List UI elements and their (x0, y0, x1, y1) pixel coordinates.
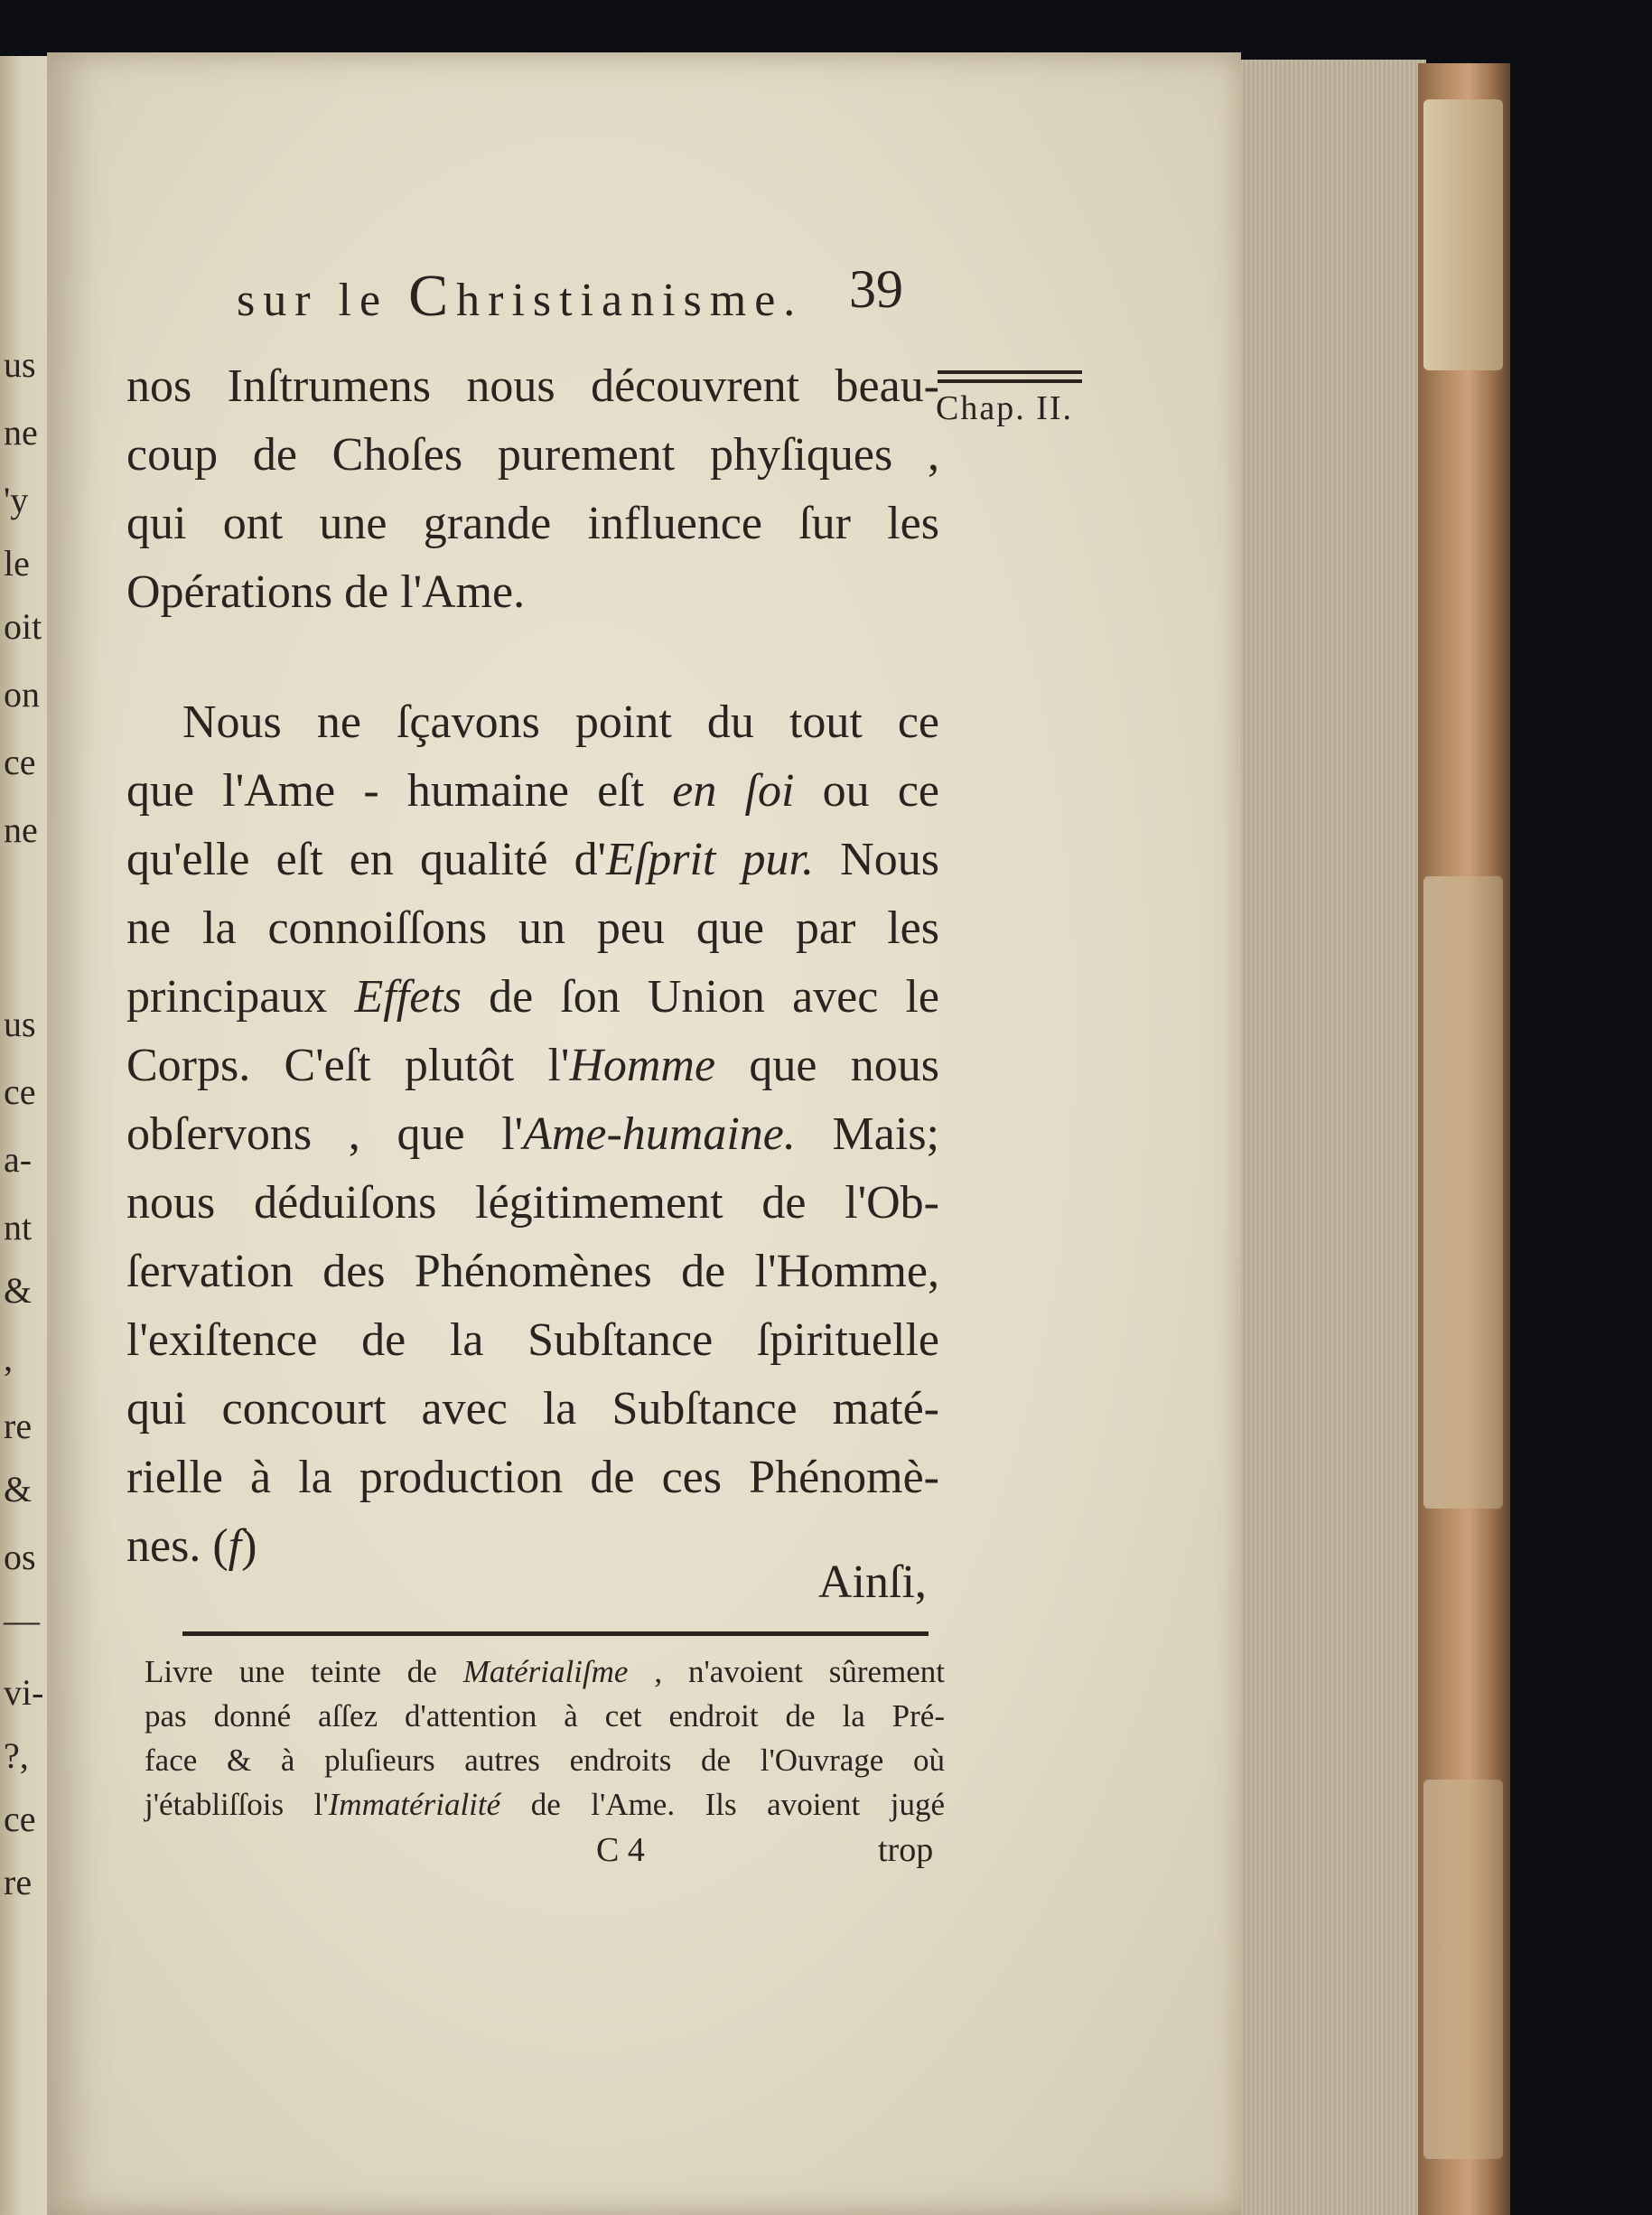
margin-fragment: re (4, 1406, 33, 1446)
book-cover (1418, 63, 1510, 2215)
text-line: coup de Choſes purement phyſiques , (126, 429, 939, 481)
text-line: nous déduiſons légitimement de l'Ob- (126, 1177, 939, 1229)
margin-fragment: oit (4, 606, 42, 647)
cover-worn-patch (1423, 1780, 1503, 2159)
margin-fragment: — (4, 1600, 40, 1640)
text-line: ne la connoiſſons un peu que par les (126, 902, 939, 954)
margin-rule (938, 379, 1082, 383)
margin-fragment: le (4, 543, 30, 584)
margin-fragment: on (4, 674, 40, 715)
page-edges (1241, 60, 1426, 2215)
footnote-line: j'établiſſois l'Immatérialité de l'Ame. Ils avoient jugé (145, 1787, 945, 1822)
margin-fragment: nt (4, 1207, 33, 1248)
paragraph-catchword-line: Ainſi, (818, 1556, 927, 1608)
paragraph-1 (126, 352, 939, 627)
margin-fragment: 'y (4, 480, 29, 520)
footnote-line: Livre une teinte de Matérialiſme , n'avoient sûrement (145, 1654, 945, 1689)
footnote-line: pas donné aſſez d'attention à cet endroit de la Pré- (145, 1698, 945, 1734)
text-line: Corps. C'eſt plutôt l'Homme que nous (126, 1040, 939, 1091)
text-line: rielle à la production de ces Phénomè- (126, 1452, 939, 1503)
text-line: Nous ne ſçavons point du tout ce (182, 696, 939, 748)
margin-fragment: ne (4, 412, 38, 453)
previous-page-edge (0, 56, 52, 2215)
text-line: qui ont une grande influence ſur les (126, 498, 939, 549)
margin-fragment: a- (4, 1139, 33, 1180)
margin-rule (938, 370, 1082, 374)
margin-fragment: vi- (4, 1672, 44, 1713)
margin-fragment: , (4, 1338, 13, 1379)
text-line: qu'elle eſt en qualité d'Eſprit pur. Nous (126, 834, 939, 885)
text-line: ſervation des Phénomènes de l'Homme, (126, 1246, 939, 1297)
margin-fragment: ce (4, 742, 36, 782)
text-line: que l'Ame - humaine eſt en ſoi ou ce (126, 765, 939, 817)
margin-fragment: us (4, 1004, 36, 1044)
margin-fragment: ne (4, 809, 38, 850)
text-line: qui concourt avec la Subſtance maté- (126, 1383, 939, 1435)
margin-chapter-note: Chap. II. (936, 389, 1074, 427)
margin-fragment: & (4, 1469, 33, 1509)
running-title: sur le Christianisme. (237, 263, 804, 329)
cover-worn-patch (1423, 876, 1503, 1509)
text-line: obſervons , que l'Ame-humaine. Mais; (126, 1108, 939, 1160)
catchword: trop (878, 1831, 934, 1869)
paragraph-2 (126, 688, 939, 1581)
margin-fragment: ce (4, 1071, 36, 1112)
text-line: nes. (f) (126, 1520, 257, 1572)
margin-fragment: os (4, 1537, 36, 1577)
page-number: 39 (849, 259, 903, 319)
text-line: principaux Effets de ſon Union avec le (126, 971, 940, 1023)
footnote (145, 1650, 945, 1827)
text-line: l'exiſtence de la Subſtance ſpirituelle (126, 1314, 939, 1366)
margin-fragment: ?, (4, 1735, 29, 1776)
margin-fragment: us (4, 344, 36, 385)
text-line: nos Inſtrumens nous découvrent beau- (126, 360, 939, 412)
signature-mark: C 4 (596, 1831, 645, 1869)
footnote-rule (182, 1631, 929, 1636)
margin-fragment: & (4, 1270, 33, 1311)
text-line: Opérations de l'Ame. (126, 566, 526, 618)
margin-fragment: ce (4, 1799, 36, 1839)
footnote-line: face & à pluſieurs autres endroits de l'Ouvrage où (145, 1743, 945, 1778)
cover-worn-patch (1423, 99, 1503, 370)
margin-fragment: re (4, 1862, 33, 1902)
